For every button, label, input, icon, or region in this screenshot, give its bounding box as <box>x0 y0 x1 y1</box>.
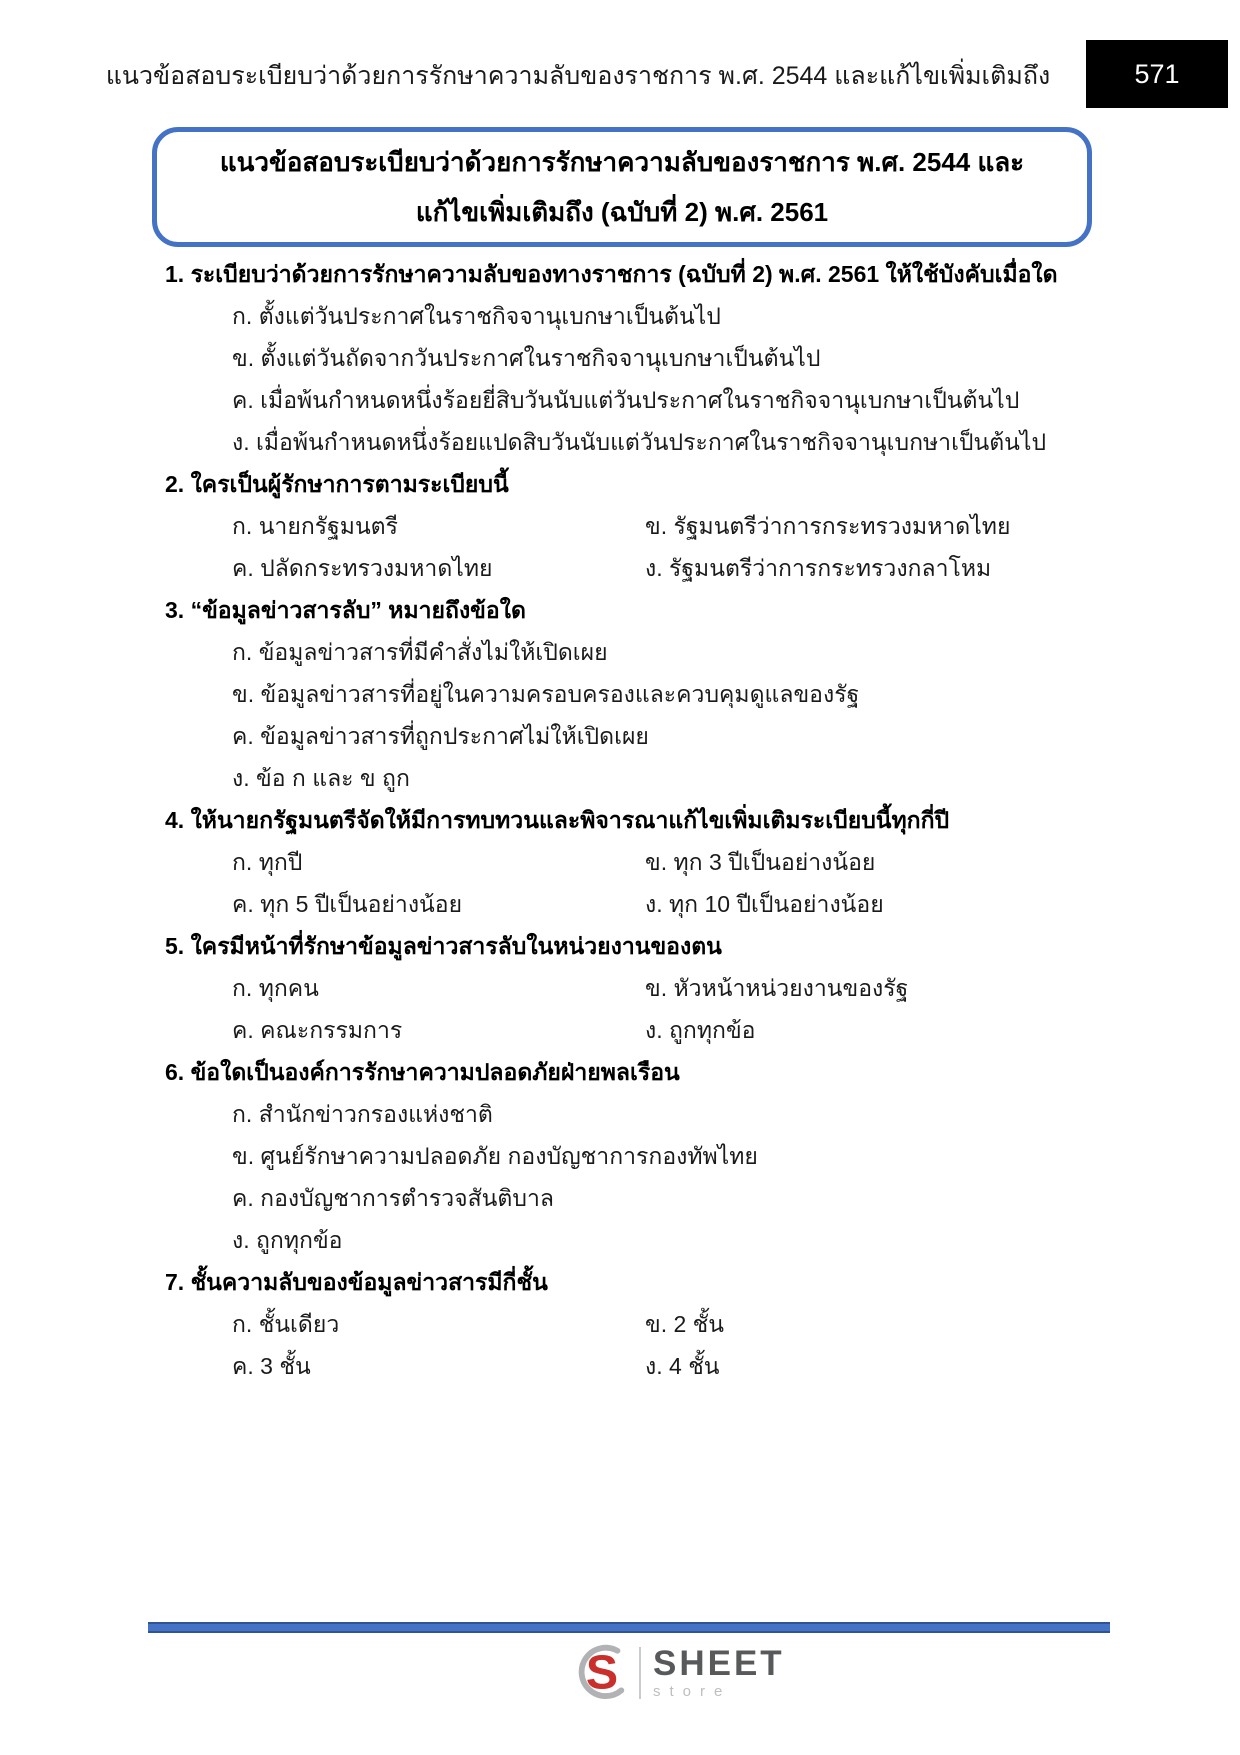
question-title: 2. ใครเป็นผู้รักษาการตามระเบียบนี้ <box>165 471 509 497</box>
answer-option: ค. คณะกรรมการ <box>232 1017 403 1043</box>
page-number-box <box>1086 40 1228 108</box>
answer-option: ง. ถูกทุกข้อ <box>645 1017 756 1043</box>
page-number: 571 <box>1134 58 1180 89</box>
logo-divider <box>639 1647 641 1699</box>
option-row <box>165 967 1125 1009</box>
answer-option: ก. ข้อมูลข่าวสารที่มีคำสั่งไม่ให้เปิดเผย <box>232 639 608 665</box>
answer-option: ก. นายกรัฐมนตรี <box>232 513 398 539</box>
option-row <box>165 547 1125 589</box>
answer-option: ค. ทุก 5 ปีเป็นอย่างน้อย <box>232 891 463 917</box>
answer-option: ก. ทุกคน <box>232 975 319 1001</box>
document-title: แนวข้อสอบระเบียบว่าด้วยการรักษาความลับของราชการ พ.ศ. 2544 และแก้ไขเพิ่มเติมถึง (ฉบับที่ 2) พ.ศ. 2561 <box>219 147 1025 227</box>
question <box>165 253 1125 463</box>
footer-logo <box>573 1642 785 1704</box>
question-title: 6. ข้อใดเป็นองค์การรักษาความปลอดภัยฝ่ายพลเรือน <box>165 1059 680 1085</box>
answer-option: ค. 3 ชั้น <box>232 1353 311 1379</box>
question <box>165 463 1125 589</box>
question-title: 1. ระเบียบว่าด้วยการรักษาความลับของทางราชการ (ฉบับที่ 2) พ.ศ. 2561 ให้ใช้บังคับเมื่อใด <box>165 261 1058 287</box>
answer-option: ข. 2 ชั้น <box>645 1311 725 1337</box>
question <box>165 1051 1125 1261</box>
answer-option: ก. ตั้งแต่วันประกาศในราชกิจจานุเบกษาเป็นต้นไป <box>232 303 721 329</box>
logo-text <box>653 1643 785 1701</box>
option-row <box>165 505 1125 547</box>
logo-subtitle: store <box>653 1682 732 1700</box>
answer-option: ค. ข้อมูลข่าวสารที่ถูกประกาศไม่ให้เปิดเผย <box>232 723 649 749</box>
option-row <box>165 883 1125 925</box>
answer-option: ก. ทุกปี <box>232 849 303 875</box>
question-title: 7. ชั้นความลับของข้อมูลข่าวสารมีกี่ชั้น <box>165 1269 548 1295</box>
answer-option: ง. เมื่อพ้นกำหนดหนึ่งร้อยแปดสิบวันนับแต่วันประกาศในราชกิจจานุเบกษาเป็นต้นไป <box>232 429 1047 455</box>
logo-letter: S <box>585 1645 619 1700</box>
option-row <box>165 841 1125 883</box>
answer-option: ข. ข้อมูลข่าวสารที่อยู่ในความครอบครองและควบคุมดูแลของรัฐ <box>232 681 860 707</box>
option-row <box>165 1303 1125 1345</box>
answer-option: ก. ชั้นเดียว <box>232 1311 340 1337</box>
answer-option: ข. รัฐมนตรีว่าการกระทรวงมหาดไทย <box>645 513 1011 539</box>
question <box>165 589 1125 799</box>
question <box>165 925 1125 1051</box>
questions <box>165 253 1125 1387</box>
question-title: 4. ให้นายกรัฐมนตรีจัดให้มีการทบทวนและพิจารณาแก้ไขเพิ่มเติมระเบียบนี้ทุกกี่ปี <box>165 807 950 833</box>
running-header: แนวข้อสอบระเบียบว่าด้วยการรักษาความลับของราชการ พ.ศ. 2544 และแก้ไขเพิ่มเติมถึง <box>105 62 1051 90</box>
answer-option: ง. 4 ชั้น <box>645 1353 720 1379</box>
option-row <box>165 1009 1125 1051</box>
answer-option: ข. ศูนย์รักษาความปลอดภัย กองบัญชาการกองทัพไทย <box>232 1143 758 1169</box>
answer-option: ง. ถูกทุกข้อ <box>232 1227 343 1253</box>
answer-option: ง. ทุก 10 ปีเป็นอย่างน้อย <box>645 891 884 917</box>
option-row <box>165 1345 1125 1387</box>
answer-option: ข. หัวหน้าหน่วยงานของรัฐ <box>645 975 909 1001</box>
logo-name: SHEET <box>653 1643 785 1683</box>
answer-option: ง. ข้อ ก และ ข ถูก <box>232 765 410 791</box>
answer-option: ก. สำนักข่าวกรองแห่งชาติ <box>232 1101 493 1127</box>
sheet-store-logo-icon <box>573 1642 631 1704</box>
title-box <box>152 127 1092 247</box>
answer-option: ง. รัฐมนตรีว่าการกระทรวงกลาโหม <box>645 555 992 581</box>
answer-option: ข. ทุก 3 ปีเป็นอย่างน้อย <box>645 849 876 875</box>
question <box>165 1261 1125 1387</box>
question <box>165 799 1125 925</box>
question-title: 3. “ข้อมูลข่าวสารลับ” หมายถึงข้อใด <box>165 597 526 623</box>
answer-option: ค. เมื่อพ้นกำหนดหนึ่งร้อยยี่สิบวันนับแต่วันประกาศในราชกิจจานุเบกษาเป็นต้นไป <box>232 387 1020 413</box>
answer-option: ค. ปลัดกระทรวงมหาดไทย <box>232 555 493 581</box>
footer-divider <box>148 1622 1110 1633</box>
question-title: 5. ใครมีหน้าที่รักษาข้อมูลข่าวสารลับในหน่วยงานของตน <box>165 933 722 959</box>
answer-option: ข. ตั้งแต่วันถัดจากวันประกาศในราชกิจจานุเบกษาเป็นต้นไป <box>232 345 821 371</box>
answer-option: ค. กองบัญชาการตำรวจสันติบาล <box>232 1185 554 1211</box>
